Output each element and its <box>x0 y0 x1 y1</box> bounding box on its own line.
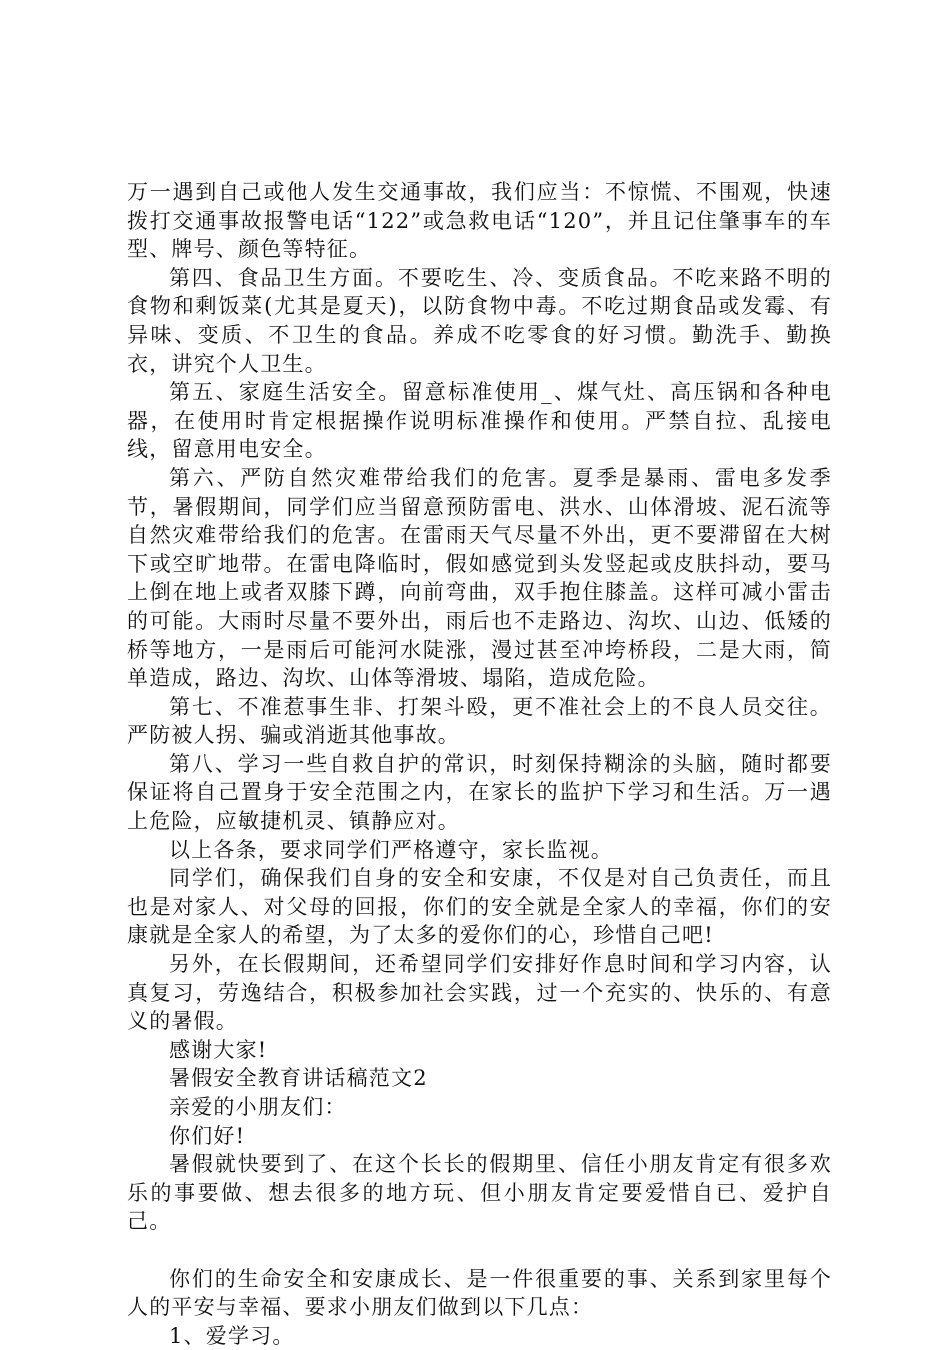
section-title-speech-2: 暑假安全教育讲话稿范文2 <box>169 1066 428 1091</box>
paragraph-home-safety: 第五、家庭生活安全。留意标准使用_、煤气灶、高压锅和各种电器，在使用时肯定根据操作说明标准操作和使用。严禁自拉、乱接电线，留意用电安全。 <box>127 380 832 462</box>
list-item-love-learning: 1、爱学习。 <box>169 1323 295 1348</box>
paragraph-comply: 以上各条，要求同学们严格遵守，家长监视。 <box>169 837 613 862</box>
paragraph-self-rescue: 第八、学习一些自救自护的常识，时刻保持糊涂的头脑，随时都要保证将自己置身于安全范围之内，在家长的监护下学习和生活。万一遇上危险，应敏捷机灵、镇静应对。 <box>127 751 832 834</box>
paragraph-no-fighting: 第七、不准惹事生非、打架斗殴，更不准社会上的不良人员交往。严防被人拐、骗或消逝其他事故。 <box>127 694 832 748</box>
paragraph-thanks: 感谢大家! <box>169 1037 268 1062</box>
paragraph-life-safety: 你们的生命安全和安康成长、是一件很重要的事、关系到家里每个人的平安与幸福、要求小朋友们做到以下几点： <box>127 1266 832 1320</box>
paragraph-cherish-yourself: 同学们，确保我们自身的安全和安康，不仅是对自己负责任，而且也是对家人、对父母的回报，你们的安全就是全家人的幸福，你们的安康就是全家人的希望，为了太多的爱你们的心，珍惜自己吧! <box>127 866 832 948</box>
paragraph-traffic-accident: 万一遇到自己或他人发生交通事故，我们应当：不惊慌、不围观，快速拨打交通事故报警电话“122”或急救电话“120”，并且记住肇事车的车型、牌号、颜色等特征。 <box>127 180 832 262</box>
paragraph-natural-disaster: 第六、严防自然灾难带给我们的危害。夏季是暴雨、雷电多发季节，暑假期间，同学们应当留意预防雷电、洪水、山体滑坡、泥石流等自然灾难带给我们的危害。在雷雨天气尽量不外出，更不要滞留在大树下或空旷地带。在雷电降临时，假如感觉到头发竖起或皮肤抖动，要马上倒在地上或者双膝下蹲，向前弯曲，双手抱住膝盖。这样可减小雷击的可能。大雨时尽量不要外出，雨后也不走路边、沟坎、山边、低矮的桥等地方，一是雨后可能河水陡涨，漫过甚至冲垮桥段，二是大雨，简单造成，路边、沟坎、山体等滑坡、塌陷，造成危险。 <box>127 465 832 691</box>
paragraph-food-safety: 第四、食品卫生方面。不要吃生、冷、变质食品。不吃来路不明的食物和剩饭菜(尤其是夏天)，以防食物中毒。不吃过期食品或发霉、有异味、变质、不卫生的食品。养成不吃零食的好习惯。勤洗手、勤换衣，讲究个人卫生。 <box>127 265 832 376</box>
document-body <box>127 178 832 1350</box>
greeting-hello: 你们好! <box>169 1123 246 1148</box>
blank-line <box>127 1236 832 1265</box>
paragraph-holiday-plan: 另外，在长假期间，还希望同学们安排好作息时间和学习内容，认真复习，劳逸结合，积极参加社会实践，过一个充实的、快乐的、有意义的暑假。 <box>127 952 832 1034</box>
greeting-salutation: 亲爱的小朋友们： <box>169 1095 347 1119</box>
paragraph-holiday-coming: 暑假就快要到了、在这个长长的假期里、信任小朋友肯定有很多欢乐的事要做、想去很多的地方玩、但小朋友肯定要爱惜自已、爱护自己。 <box>127 1152 832 1234</box>
